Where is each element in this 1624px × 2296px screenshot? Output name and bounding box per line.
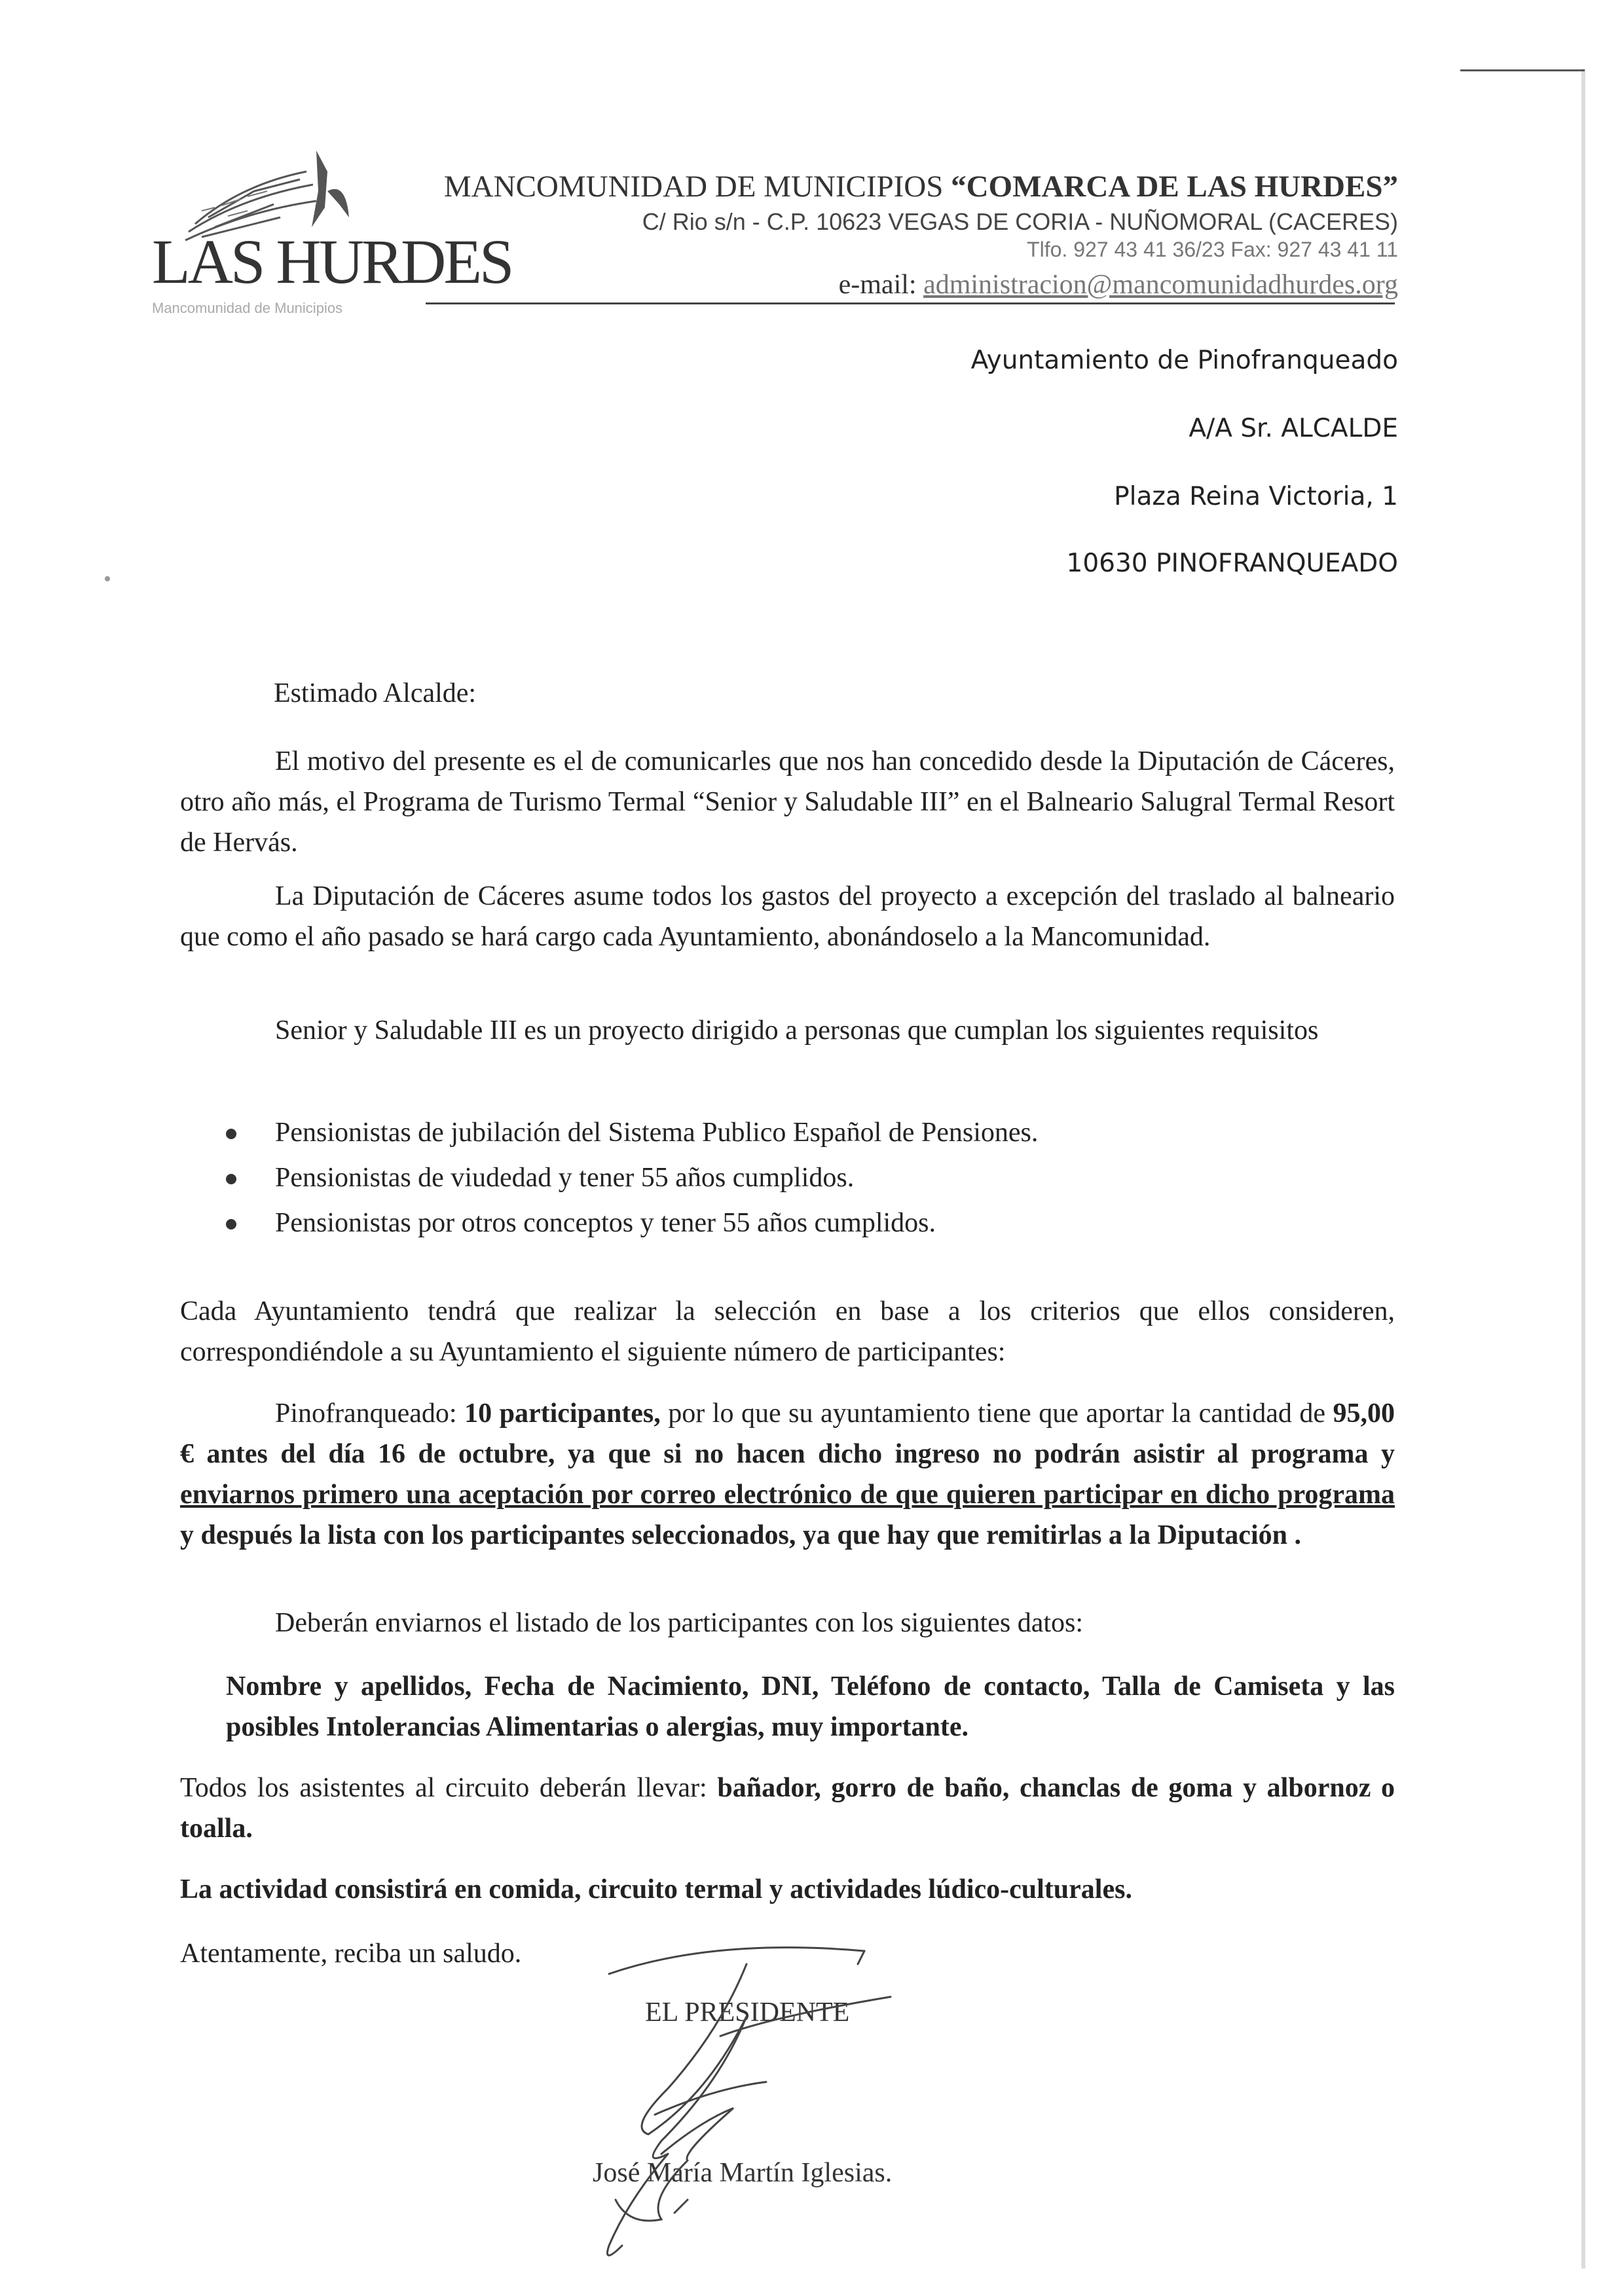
recipient-line-1: Ayuntamiento de Pinofranqueado [970, 346, 1398, 375]
bullet-icon [226, 1129, 236, 1139]
list-item: Pensionistas por otros conceptos y tener 55 años cumplidos. [226, 1203, 1339, 1248]
organization-phone: Tlfo. 927 43 41 36/23 Fax: 927 43 41 11 [1027, 238, 1398, 261]
recipient-line-2: A/A Sr. ALCALDE [1189, 414, 1398, 443]
paragraph-1: El motivo del presente es el de comunicarles que nos han concedido desde la Diputación de Cáceres, otro año más, el Programa de Turismo Termal “Senior y Saludable III” en el Balneario Salugral Termal Resort de Hervás. [180, 746, 1395, 858]
organization-prefix: MANCOMUNIDAD DE MUNICIPIOS [443, 170, 951, 204]
paragraph-3: Senior y Saludable III es un proyecto dirigido a personas que cumplan los siguientes requisitos [275, 1015, 1319, 1046]
acceptance-requirement: enviarnos primero una aceptación por correo electrónico de que quieren participar en dicho programa [180, 1480, 1395, 1510]
organization-quoted-name: “COMARCA DE LAS HURDES” [951, 170, 1398, 204]
recipient-line-4: 10630 PINOFRANQUEADO [1066, 549, 1398, 578]
paragraph-4: Cada Ayuntamiento tendrá que realizar la selección en base a los criterios que ellos consideren, correspondiéndole a su Ayuntamiento el siguiente número de participantes: [180, 1296, 1395, 1367]
paragraph-2: La Diputación de Cáceres asume todos los gastos del proyecto a excepción del traslado al balneario que como el año pasado se hará cargo cada Ayuntamiento, abonándoselo a la Mancomunidad. [180, 881, 1395, 952]
signature-title: EL PRESIDENTE [645, 1997, 850, 2028]
closing: Atentamente, reciba un saludo. [180, 1939, 522, 1969]
requirements-list [226, 1113, 1339, 1248]
signatory-name: José María Martín Iglesias. [593, 2158, 893, 2188]
scan-corner-line [1460, 69, 1585, 71]
organization-address: C/ Rio s/n - C.P. 10623 VEGAS DE CORIA - NUÑOMORAL (CACERES) [642, 208, 1398, 235]
organization-name [444, 169, 1398, 204]
header-divider [426, 302, 1395, 304]
scan-speck [105, 576, 110, 581]
handwritten-signature [550, 1938, 956, 2278]
paragraph-9: La actividad consistirá en comida, circuito termal y actividades lúdico-culturales. [180, 1874, 1132, 1904]
list-item: Pensionistas de viudedad y tener 55 años cumplidos. [226, 1158, 1339, 1203]
required-data-list: Nombre y apellidos, Fecha de Nacimiento, DNI, Teléfono de contacto, Talla de Camiseta y las posibles Intolerancias Alimentarias o alergias, muy importante. [226, 1671, 1395, 1742]
bullet-icon [226, 1174, 236, 1184]
paragraph-8: Todos los asistentes al circuito deberán llevar: bañador, gorro de baño, chanclas de goma y albornoz o toalla. [180, 1773, 1395, 1844]
logo-text: LAS HURDES [152, 227, 512, 297]
bullet-icon [226, 1219, 236, 1230]
email-label: e-mail: [838, 270, 924, 300]
logo-tagline: Mancomunidad de Municipios [152, 300, 343, 316]
salutation: Estimado Alcalde: [274, 678, 477, 708]
scan-edge-shadow [1581, 69, 1585, 2269]
email-link[interactable]: administracion@mancomunidadhurdes.org [923, 270, 1398, 300]
paragraph-5: Pinofranqueado: 10 participantes, por lo que su ayuntamiento tiene que aportar la cantidad de 95,00 € antes del día 16 de octubre, ya que si no hacen dicho ingreso no podrán asistir al programa y enviarnos primero una aceptación por correo electrónico de que quieren participar en dicho programa y después la lista con los participantes seleccionados, ya que hay que remitirlas a la Diputación . [180, 1398, 1395, 1550]
organization-email [839, 269, 1398, 301]
paragraph-6: Deberán enviarnos el listado de los participantes con los siguientes datos: [275, 1608, 1084, 1638]
recipient-line-3: Plaza Reina Victoria, 1 [1114, 482, 1398, 511]
list-item: Pensionistas de jubilación del Sistema Publico Español de Pensiones. [226, 1113, 1339, 1158]
